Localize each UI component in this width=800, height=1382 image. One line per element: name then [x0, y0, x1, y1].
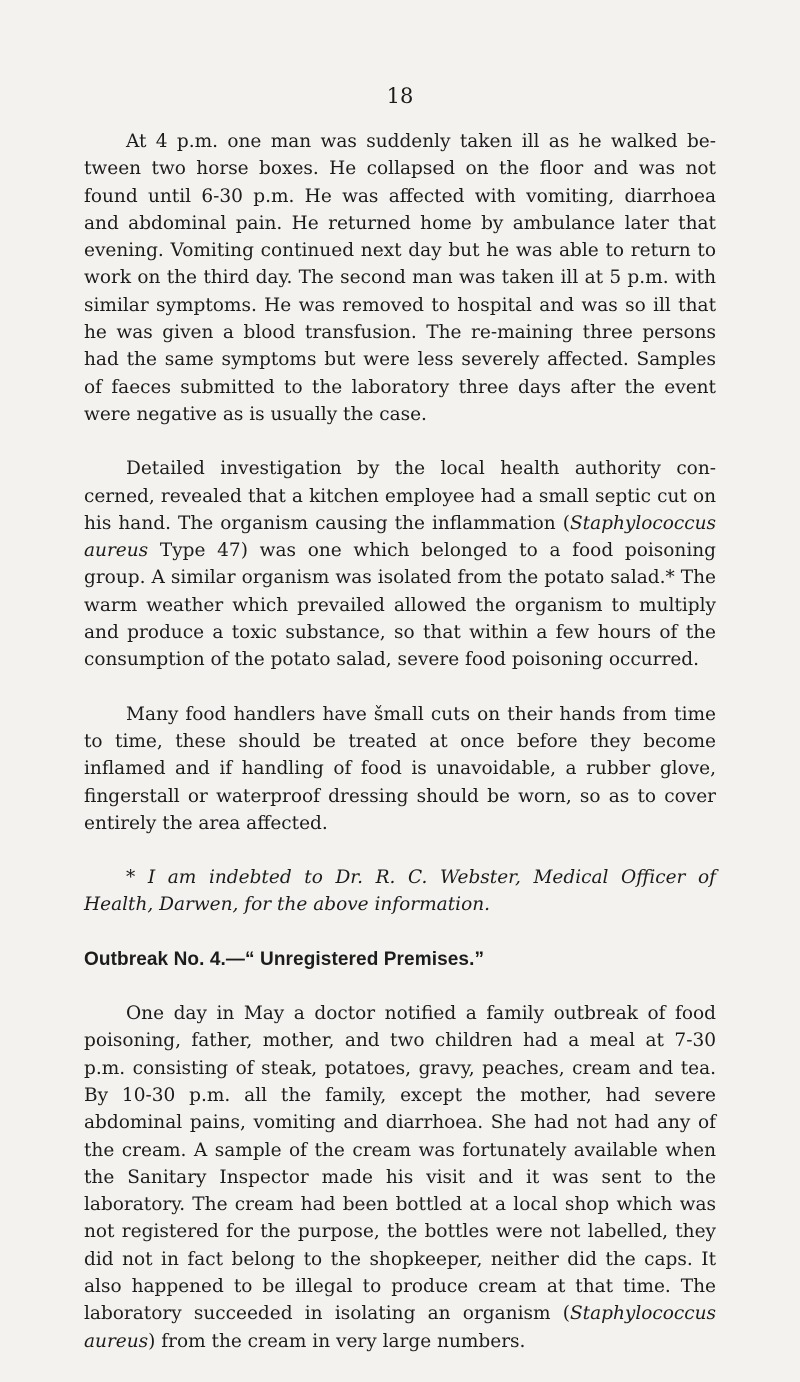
paragraph-text: One day in May a doctor notified a family outbreak of food poisoning, father, mother, and two children had a meal at 7-30 p.m. consisting of steak, potatoes, gravy, peaches, cream and tea. By 10-30 p.m. all the family, except the mother, had severe abdominal pains, vomiting and diarrhoea. She had not had any of the cream. A sample of the cream was fortunately available when the Sanitary Inspector made his visit and it was sent to the laboratory. The cream had been bottled at a local shop which was not registered for the purpose, the bottles were not labelled, they did not in fact belong to the shopkeeper, neither did the caps. It also happened to be illegal to produce cream at that time. The laboratory succeeded in isolating an organism (	[84, 1003, 716, 1325]
paragraph-text: Detailed investigation by the local health authority con-cerned, revealed that a kitchen employee had a small septic cut on his hand. The organism causing the inflammation (	[84, 458, 716, 534]
page-body	[84, 128, 716, 1382]
page-number: 18	[386, 84, 414, 108]
section-heading: Outbreak No. 4.—“ Unregistered Premises.”	[84, 948, 485, 970]
paragraph-symptoms: At 4 p.m. one man was suddenly taken ill as he walked be-tween two horse boxes. He collapsed on the floor and was not found until 6-30 p.m. He was affected with vomiting, diarrhoea and abdominal pain. He returned home by ambulance later that evening. Vomiting continued next day but he was able to return to work on the third day. The second man was taken ill at 5 p.m. with similar symptoms. He was removed to hospital and was so ill that he was given a blood transfusion. The re-maining three persons had the same symptoms but were less severely affected. Samples of faeces submitted to the laboratory three days after the event were negative as is usually the case.	[84, 131, 716, 425]
paragraph-text: ) from the cream in very large numbers.	[148, 1330, 526, 1352]
paragraph-text: Type 47) was one which belonged to a food poisoning group. A similar organism was isolated from the potato salad.* The warm weather which prevailed allowed the organism to multiply and produce a toxic substance, so that within a few hours of the consumption of the potato salad, severe food poisoning occurred.	[84, 540, 716, 671]
paragraph-outbreak-4	[84, 1000, 716, 1355]
paragraph-investigation	[84, 455, 716, 673]
paragraph-food-handlers: Many food handlers have šmall cuts on their hands from time to time, these should be treated at once before they become inflamed and if handling of food is unavoidable, a rubber glove, fingerstall or waterproof dressing should be worn, so as to cover entirely the area affected.	[84, 703, 716, 834]
organism-name: Staphylococcus aureus	[84, 1303, 716, 1352]
organism-name: Staphylococcus aureus	[84, 512, 716, 562]
footnote: * I am indebted to Dr. R. C. Webster, Medical Officer of Health, Darwen, for the above information.	[84, 867, 716, 916]
